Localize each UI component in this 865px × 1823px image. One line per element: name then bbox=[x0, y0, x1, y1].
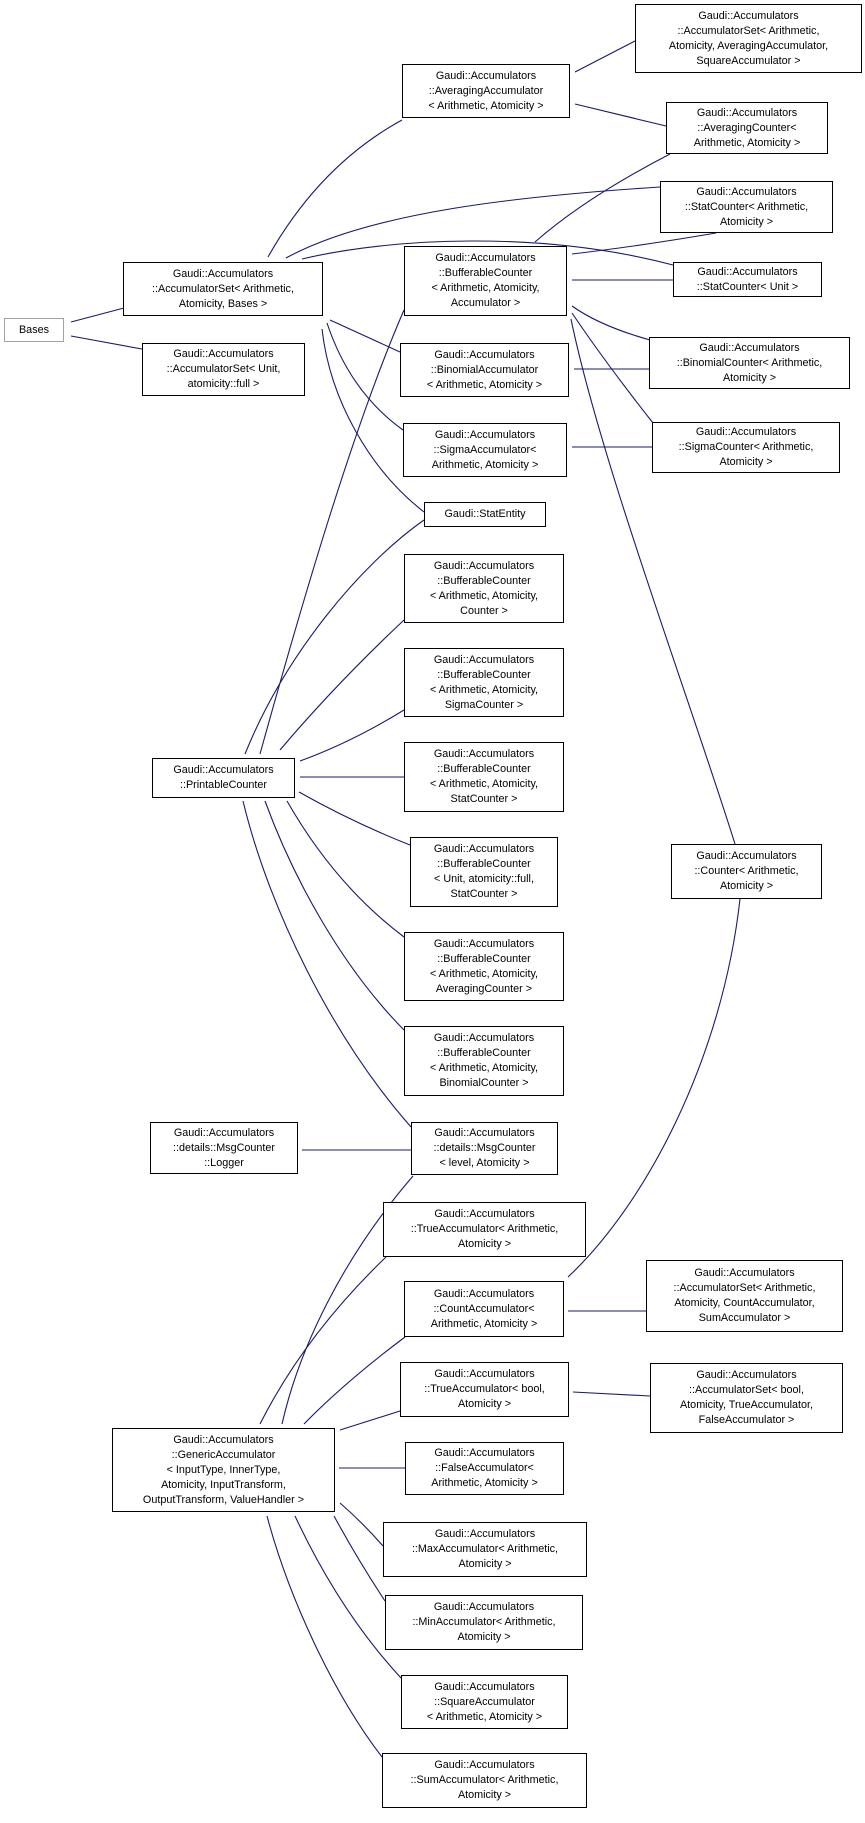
node-label-line: Gaudi::Accumulators bbox=[172, 267, 274, 280]
node-label-line: Counter > bbox=[460, 604, 508, 617]
node-label-line: StatCounter > bbox=[450, 888, 518, 900]
node-label-line: Arithmetic, Atomicity > bbox=[430, 1317, 538, 1330]
inheritance-arrow-counter-to-bufferable-counter-accumulator bbox=[571, 319, 735, 844]
node-label-line: ::TrueAccumulator< Arithmetic, bbox=[410, 1223, 559, 1235]
class-node-bufferable-counter-stat-counter[interactable] bbox=[404, 742, 564, 812]
inheritance-arrow-stat-counter-arithmetic-to-bufferable-counter-accumulator bbox=[572, 233, 716, 254]
node-label-line: Atomicity > bbox=[719, 880, 774, 892]
class-node-stat-counter-unit[interactable] bbox=[673, 262, 822, 297]
inheritance-arrow-accumulator-set-unit-atomicity-full-to-bases bbox=[71, 336, 142, 349]
node-label-line: < Arithmetic, Atomicity, bbox=[429, 589, 539, 602]
node-label-line: ::MinAccumulator< Arithmetic, bbox=[412, 1616, 556, 1628]
node-label-line: Gaudi::Accumulators bbox=[433, 937, 535, 950]
node-label-line: Gaudi::Accumulators bbox=[434, 1680, 535, 1693]
node-label-line: Atomicity, InputTransform, bbox=[161, 1478, 286, 1491]
node-label-line: Atomicity, AveragingAccumulator, bbox=[668, 39, 829, 52]
inheritance-arrow-bufferable-counter-binomial-counter-to-printable-counter bbox=[265, 801, 404, 1030]
class-node-generic-accumulator[interactable] bbox=[112, 1428, 335, 1512]
node-label-line: Atomicity > bbox=[719, 215, 774, 228]
node-label-line: Gaudi::Accumulators bbox=[173, 348, 274, 360]
node-label-line: ::BufferableCounter bbox=[437, 952, 531, 965]
node-label-line: Gaudi::Accumulators bbox=[696, 106, 798, 119]
class-node-stat-entity[interactable] bbox=[424, 502, 546, 527]
node-label-line: Gaudi::Accumulators bbox=[696, 850, 797, 862]
inheritance-arrow-sigma-accumulator-to-accumulator-set-arithmetic-atomicity-bases bbox=[327, 323, 403, 430]
class-node-printable-counter[interactable] bbox=[152, 758, 295, 798]
node-label-line: Atomicity > bbox=[457, 1789, 512, 1801]
node-label-line: Gaudi::Accumulators bbox=[173, 1433, 274, 1446]
node-label-line: ::BufferableCounter bbox=[437, 1047, 531, 1059]
node-label-line: Gaudi::Accumulators bbox=[434, 1208, 535, 1220]
node-label-line: ::AccumulatorSet< bool, bbox=[689, 1384, 804, 1396]
node-label-line: Gaudi::Accumulators bbox=[433, 653, 535, 666]
node-label-line: Gaudi::Accumulators bbox=[697, 265, 798, 278]
node-label-line: Arithmetic, Atomicity > bbox=[693, 136, 801, 149]
class-node-max-accumulator[interactable] bbox=[383, 1522, 587, 1577]
node-label-line: Atomicity > bbox=[457, 1398, 512, 1410]
class-node-counter[interactable] bbox=[671, 844, 822, 899]
node-label-line: SquareAccumulator > bbox=[696, 54, 801, 67]
inheritance-arrow-accumulator-set-averaging-square-to-averaging-accumulator bbox=[575, 41, 635, 72]
node-label-line: < Arithmetic, Atomicity, bbox=[431, 282, 540, 294]
inheritance-arrow-count-accumulator-to-generic-accumulator bbox=[304, 1337, 405, 1424]
node-label-line: Gaudi::Accumulators bbox=[434, 1447, 535, 1459]
node-label-line: atomicity::full > bbox=[187, 378, 260, 390]
node-label-line: < Arithmetic, Atomicity > bbox=[426, 1710, 543, 1723]
inheritance-arrow-bufferable-counter-averaging-counter-to-printable-counter bbox=[287, 801, 404, 937]
class-node-binomial-accumulator[interactable] bbox=[400, 343, 569, 397]
inheritance-arrow-true-accumulator-bool-to-generic-accumulator bbox=[340, 1411, 400, 1430]
node-label-line: Gaudi::Accumulators bbox=[433, 1601, 535, 1613]
node-label-line: AveragingCounter > bbox=[435, 982, 533, 995]
class-node-accumulator-set-bool-true-false[interactable] bbox=[650, 1363, 843, 1433]
class-node-msg-counter-logger[interactable] bbox=[150, 1122, 298, 1174]
node-label-line: ::AveragingCounter< bbox=[697, 121, 797, 134]
node-label-line: ::BufferableCounter bbox=[438, 267, 533, 279]
node-label-line: ::CountAccumulator< bbox=[433, 1302, 535, 1315]
node-label-line: Gaudi::Accumulators bbox=[434, 1127, 535, 1139]
node-label-line: < Arithmetic, Atomicity, bbox=[429, 1062, 539, 1074]
class-node-binomial-counter[interactable] bbox=[649, 337, 850, 389]
node-label-line: Gaudi::Accumulators bbox=[695, 426, 797, 438]
node-label-line: Bases bbox=[18, 323, 49, 336]
node-label-line: SigmaCounter > bbox=[444, 698, 524, 711]
inheritance-arrow-max-accumulator-to-generic-accumulator bbox=[340, 1503, 383, 1546]
node-label-line: Gaudi::Accumulators bbox=[433, 1032, 535, 1044]
node-label-line: ::MaxAccumulator< Arithmetic, bbox=[411, 1543, 559, 1555]
node-label-line: Gaudi::Accumulators bbox=[433, 1287, 535, 1300]
class-node-true-accumulator-arithmetic[interactable] bbox=[383, 1202, 586, 1257]
node-label-line: ::AccumulatorSet< Unit, bbox=[166, 363, 281, 375]
node-label-line: ::BufferableCounter bbox=[437, 858, 531, 870]
node-label-line: ::AccumulatorSet< Arithmetic, bbox=[677, 24, 820, 37]
node-label-line: Atomicity, CountAccumulator, bbox=[674, 1297, 815, 1309]
node-label-line: < Arithmetic, Atomicity > bbox=[426, 378, 543, 391]
inheritance-arrow-msg-counter-level-to-printable-counter bbox=[243, 801, 411, 1127]
node-label-line: ::BinomialAccumulator bbox=[430, 363, 539, 376]
node-label-line: Gaudi::Accumulators bbox=[434, 1759, 535, 1771]
class-node-bufferable-counter-binomial-counter[interactable] bbox=[404, 1026, 564, 1096]
node-label-line: ::PrintableCounter bbox=[179, 779, 268, 791]
node-label-line: ::SigmaCounter< Arithmetic, bbox=[678, 441, 814, 453]
node-label-line: Gaudi::Accumulators bbox=[435, 252, 536, 264]
node-label-line: Gaudi::Accumulators bbox=[434, 1528, 536, 1540]
inheritance-arrow-accumulator-set-arithmetic-atomicity-bases-to-bases bbox=[71, 308, 124, 322]
node-label-line: Gaudi::Accumulators bbox=[433, 559, 535, 572]
node-label-line: Gaudi::Accumulators bbox=[433, 748, 535, 760]
node-label-line: < Arithmetic, Atomicity, bbox=[429, 778, 539, 790]
class-node-sigma-counter[interactable] bbox=[652, 422, 840, 473]
node-label-line: Atomicity, Bases > bbox=[178, 297, 268, 310]
node-label-line: Gaudi::Accumulators bbox=[434, 428, 536, 441]
node-label-line: < InputType, InnerType, bbox=[166, 1463, 281, 1476]
class-node-bufferable-counter-counter[interactable] bbox=[404, 554, 564, 623]
inheritance-arrow-averaging-counter-to-averaging-accumulator bbox=[575, 104, 666, 126]
node-label-line: ::AveragingAccumulator bbox=[428, 84, 544, 97]
node-label-line: < Arithmetic, Atomicity, bbox=[429, 967, 539, 980]
node-label-line: Atomicity, TrueAccumulator, bbox=[679, 1399, 813, 1411]
node-label-line: ::AccumulatorSet< Arithmetic, bbox=[673, 1282, 816, 1294]
inheritance-arrow-true-accumulator-arithmetic-to-generic-accumulator bbox=[260, 1257, 386, 1424]
class-node-sigma-accumulator[interactable] bbox=[403, 423, 567, 477]
node-label-line: ::FalseAccumulator< bbox=[435, 1462, 534, 1474]
node-label-line: Atomicity > bbox=[458, 1558, 512, 1570]
node-label-line: < Arithmetic, Atomicity, bbox=[429, 683, 539, 696]
node-label-line: Gaudi::StatEntity bbox=[444, 508, 526, 520]
node-label-line: OutputTransform, ValueHandler > bbox=[142, 1493, 305, 1506]
node-label-line: ::BufferableCounter bbox=[437, 763, 531, 775]
node-label-line: Gaudi::Accumulators bbox=[434, 348, 535, 361]
node-label-line: Atomicity > bbox=[457, 1238, 512, 1250]
class-node-bufferable-counter-accumulator[interactable] bbox=[404, 246, 567, 316]
class-node-averaging-counter[interactable] bbox=[666, 102, 828, 154]
node-label-line: ::BufferableCounter bbox=[437, 668, 531, 681]
node-label-line: Gaudi::Accumulators bbox=[433, 843, 535, 855]
class-node-accumulator-set-averaging-square[interactable] bbox=[635, 4, 862, 73]
class-node-min-accumulator[interactable] bbox=[385, 1595, 583, 1650]
inheritance-arrow-bufferable-counter-counter-to-printable-counter bbox=[280, 620, 404, 750]
node-label-line: ::BufferableCounter bbox=[437, 574, 531, 587]
node-label-line: < level, Atomicity > bbox=[439, 1157, 530, 1169]
node-label-line: < Unit, atomicity::full, bbox=[434, 873, 534, 885]
node-label-line: Gaudi::Accumulators bbox=[696, 1369, 797, 1381]
class-node-accumulator-set-unit-atomicity-full[interactable] bbox=[142, 343, 305, 396]
inheritance-arrow-bufferable-counter-unit-stat-counter-to-printable-counter bbox=[299, 792, 410, 845]
class-node-accumulator-set-count-sum[interactable] bbox=[646, 1260, 843, 1332]
class-node-bufferable-counter-sigma-counter[interactable] bbox=[404, 648, 564, 717]
node-label-line: Arithmetic, Atomicity > bbox=[431, 458, 539, 471]
inheritance-arrow-accumulator-set-bool-true-false-to-true-accumulator-bool bbox=[573, 1392, 650, 1396]
inheritance-arrow-bufferable-counter-sigma-counter-to-printable-counter bbox=[300, 710, 404, 761]
class-node-true-accumulator-bool[interactable] bbox=[400, 1362, 569, 1417]
node-label-line: ::SumAccumulator< Arithmetic, bbox=[410, 1774, 559, 1786]
node-label-line: ::details::MsgCounter bbox=[433, 1142, 536, 1154]
node-label-line: ::GenericAccumulator bbox=[171, 1448, 276, 1461]
node-label-line: SumAccumulator > bbox=[698, 1312, 791, 1324]
inheritance-arrow-averaging-counter-to-bufferable-counter-accumulator bbox=[535, 154, 670, 242]
node-label-line: FalseAccumulator > bbox=[698, 1414, 795, 1426]
node-label-line: Gaudi::Accumulators bbox=[435, 69, 537, 82]
node-label-line: Atomicity > bbox=[719, 456, 773, 468]
inheritance-arrow-min-accumulator-to-generic-accumulator bbox=[334, 1516, 385, 1601]
node-label-line: Atomicity > bbox=[722, 371, 777, 384]
inheritance-arrow-counter-to-count-accumulator bbox=[568, 899, 740, 1277]
inheritance-arrow-averaging-accumulator-to-accumulator-set-arithmetic-atomicity-bases bbox=[268, 120, 402, 257]
node-label-line: ::details::MsgCounter bbox=[172, 1141, 276, 1154]
node-label-line: ::Counter< Arithmetic, bbox=[694, 865, 799, 877]
node-label-line: Atomicity > bbox=[457, 1631, 511, 1643]
node-label-line: < Arithmetic, Atomicity > bbox=[428, 99, 544, 112]
node-label-line: ::StatCounter< Unit > bbox=[696, 280, 799, 293]
class-node-bases[interactable] bbox=[4, 318, 64, 342]
node-label-line: ::Logger bbox=[204, 1156, 244, 1169]
node-label-line: ::SquareAccumulator bbox=[434, 1695, 535, 1708]
inheritance-arrow-stat-entity-to-printable-counter bbox=[245, 520, 424, 754]
node-label-line: Gaudi::Accumulators bbox=[698, 9, 799, 22]
class-node-bufferable-counter-unit-stat-counter[interactable] bbox=[410, 837, 558, 907]
node-label-line: Gaudi::Accumulators bbox=[699, 341, 800, 354]
node-label-line: StatCounter > bbox=[450, 793, 518, 805]
node-label-line: ::TrueAccumulator< bool, bbox=[424, 1383, 545, 1395]
node-label-line: ::BinomialCounter< Arithmetic, bbox=[676, 356, 823, 369]
class-node-msg-counter-level[interactable] bbox=[411, 1122, 558, 1175]
class-node-accumulator-set-arithmetic-atomicity-bases[interactable] bbox=[123, 262, 323, 316]
node-label-line: Gaudi::Accumulators bbox=[173, 1126, 275, 1139]
node-label-line: ::StatCounter< Arithmetic, bbox=[684, 200, 809, 213]
class-node-averaging-accumulator[interactable] bbox=[402, 64, 570, 118]
class-node-square-accumulator[interactable] bbox=[401, 1675, 568, 1729]
node-label-line: ::SigmaAccumulator< bbox=[433, 443, 537, 456]
class-node-sum-accumulator[interactable] bbox=[382, 1753, 587, 1808]
inheritance-arrow-binomial-counter-to-bufferable-counter-accumulator bbox=[572, 306, 650, 340]
inheritance-arrow-sigma-counter-to-bufferable-counter-accumulator bbox=[572, 313, 653, 423]
inheritance-arrow-sum-accumulator-to-generic-accumulator bbox=[267, 1516, 382, 1757]
inheritance-arrow-binomial-accumulator-to-accumulator-set-arithmetic-atomicity-bases bbox=[330, 320, 400, 352]
node-label-line: Gaudi::Accumulators bbox=[434, 1368, 535, 1380]
node-label-line: Gaudi::Accumulators bbox=[696, 185, 797, 198]
node-label-line: Arithmetic, Atomicity > bbox=[431, 1477, 538, 1489]
node-label-line: Accumulator > bbox=[450, 297, 521, 309]
class-node-false-accumulator[interactable] bbox=[405, 1442, 564, 1495]
node-label-line: ::AccumulatorSet< Arithmetic, bbox=[152, 282, 294, 295]
class-node-count-accumulator[interactable] bbox=[404, 1281, 564, 1337]
node-label-line: Gaudi::Accumulators bbox=[173, 764, 274, 776]
node-label-line: BinomialCounter > bbox=[439, 1077, 529, 1089]
class-node-bufferable-counter-averaging-counter[interactable] bbox=[404, 932, 564, 1001]
class-node-stat-counter-arithmetic[interactable] bbox=[660, 181, 833, 233]
node-label-line: Gaudi::Accumulators bbox=[694, 1267, 795, 1279]
